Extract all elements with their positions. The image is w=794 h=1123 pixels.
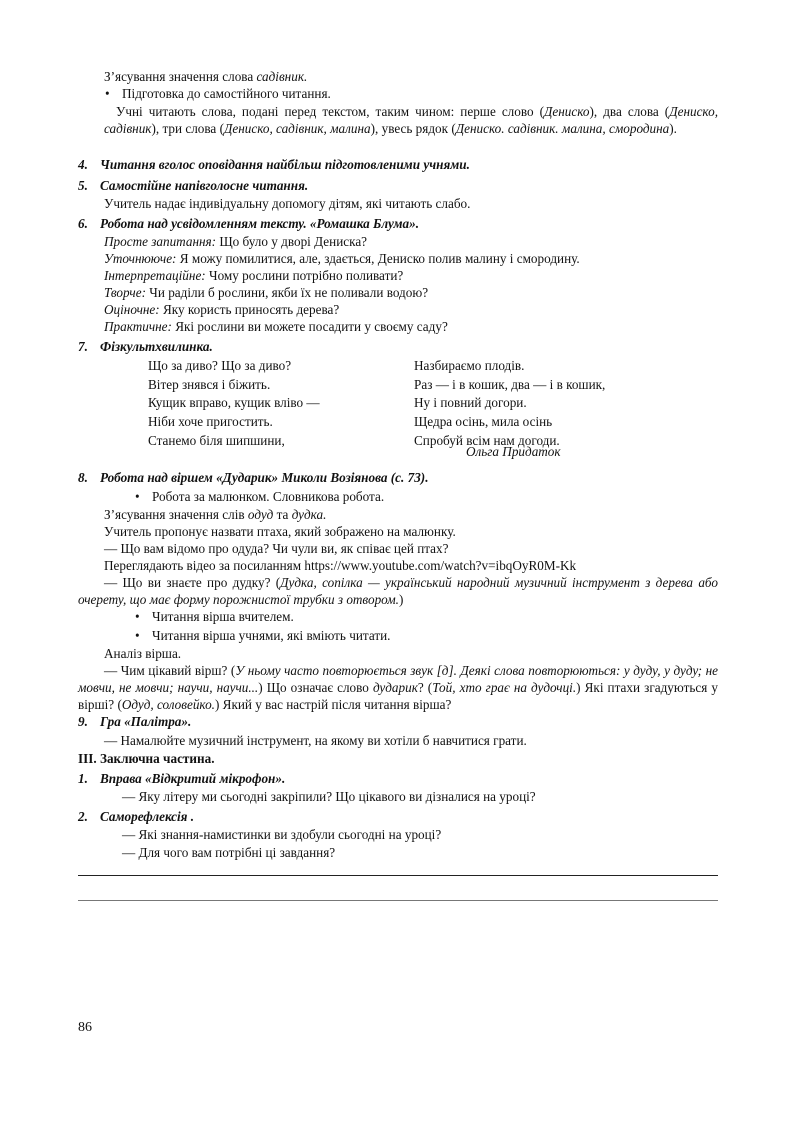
poem-author: Ольга Придаток bbox=[466, 444, 561, 459]
step-number: 5. bbox=[78, 178, 88, 193]
step-7-heading bbox=[78, 338, 718, 355]
step-8-heading bbox=[78, 469, 718, 486]
poem-line: Назбираємо плодів. bbox=[414, 358, 525, 373]
text: ). bbox=[669, 121, 677, 136]
bloom-question-2 bbox=[104, 250, 718, 267]
poem-line: Ну і повний догори. bbox=[414, 395, 527, 411]
question-text: Чи раділи б рослини, якби їх не поливали водою? bbox=[145, 285, 429, 300]
bullet-item: • Підготовка до самостійного читання. bbox=[122, 85, 762, 102]
step-9-body: — Намалюйте музичний інструмент, на якому ви хотіли б навчитися грати. bbox=[104, 733, 527, 748]
step-title: Самостійне напівголосне читання. bbox=[100, 178, 309, 193]
term: дударик bbox=[372, 680, 418, 695]
text: та bbox=[273, 507, 292, 522]
text: — Чим цікавий вірш? ( bbox=[104, 663, 236, 678]
question-type: Практичне: bbox=[104, 319, 172, 334]
step-5-heading bbox=[78, 177, 718, 194]
text: З’ясування значення слова bbox=[104, 69, 257, 84]
question-text: Я можу помилитися, але, здається, Дениско полив малину і смородину. bbox=[176, 251, 580, 266]
step-number: 1. bbox=[78, 771, 88, 786]
section-heading: ІІІ. Заключна частина. bbox=[78, 751, 215, 766]
question-text: Чому рослини потрібно поливати? bbox=[205, 268, 404, 283]
step-number: 9. bbox=[78, 714, 88, 729]
bloom-question-5 bbox=[104, 301, 718, 318]
poem-line: Станемо біля шипшини, bbox=[148, 432, 285, 448]
text: ) Який у вас настрій після читання вірша? bbox=[214, 697, 452, 712]
text-line: Учитель пропонує назвати птаха, який зображено на малюнку. bbox=[104, 524, 456, 539]
text: ), три слова ( bbox=[151, 121, 224, 136]
writing-line bbox=[78, 875, 718, 876]
bullet-item: • Читання вірша вчителем. bbox=[152, 608, 792, 625]
reading-instructions bbox=[104, 103, 718, 137]
step-number: 8. bbox=[78, 470, 88, 485]
vocabulary-line bbox=[104, 68, 718, 85]
final-item-2-body-2: — Для чого вам потрібні ці завдання? bbox=[122, 845, 336, 860]
step-title: Робота над усвідомленням тексту. «Ромашка Блума». bbox=[100, 216, 420, 231]
text: — Що ви знаєте про дудку? ( bbox=[104, 575, 281, 590]
step-title: Читання вголос оповідання найбільш підготовленими учнями. bbox=[100, 157, 470, 172]
poem-line: Раз — і в кошик, два — і в кошик, bbox=[414, 376, 606, 392]
answer: Дудка, сопілка — український народний музичний інструмент з дерева або очерету, що має форму порожнистої трубки з отвором. bbox=[78, 575, 718, 607]
step-6-heading bbox=[78, 215, 718, 232]
step-title: Вправа «Відкритий мікрофон». bbox=[100, 771, 286, 786]
question-type: Просте запитання: bbox=[104, 234, 217, 249]
text: ) bbox=[398, 592, 404, 607]
poem-left-column bbox=[148, 357, 320, 450]
final-item-2-body-1: — Які знання-намистинки ви здобули сьогодні на уроці? bbox=[122, 827, 442, 842]
question-line: — Що вам відомо про одуда? Чи чули ви, як співає цей птах? bbox=[104, 541, 449, 556]
bloom-question-6 bbox=[104, 318, 718, 335]
poem-line: Кущик вправо, кущик вліво — bbox=[148, 395, 320, 411]
final-item-2-heading bbox=[78, 808, 718, 825]
word: Дениско, садівник bbox=[104, 104, 718, 136]
poem-line: Щедра осінь, мила осінь bbox=[414, 414, 553, 430]
text: ), два слова ( bbox=[589, 104, 670, 119]
poem-analysis bbox=[78, 662, 718, 713]
text-line: Аналіз вірша. bbox=[104, 646, 182, 661]
text: ? ( bbox=[417, 680, 433, 695]
question-text: Що було у дворі Дениска? bbox=[216, 234, 368, 249]
word: Дениско, садівник, малина bbox=[223, 121, 371, 136]
question-text: Які рослини ви можете посадити у своєму саду? bbox=[171, 319, 448, 334]
step-title: Саморефлексія . bbox=[100, 809, 195, 824]
word: Дениско. садівник. малина, смородина bbox=[455, 121, 670, 136]
poem-line: Що за диво? Що за диво? bbox=[148, 358, 292, 373]
step-number: 2. bbox=[78, 809, 88, 824]
video-link-line: Переглядають відео за посиланням https://www.youtube.com/watch?v=ibqOyR0M-Kk bbox=[104, 558, 577, 573]
bloom-question-1 bbox=[104, 233, 718, 250]
question-answer bbox=[78, 574, 718, 608]
poem-line: Вітер знявся і біжить. bbox=[148, 376, 271, 392]
term: садівник. bbox=[256, 69, 308, 84]
question-type: Уточнююче: bbox=[104, 251, 177, 266]
poem-line: Спробуй всім нам догоди. bbox=[414, 432, 560, 448]
question-text: Яку користь приносять дерева? bbox=[159, 302, 340, 317]
bullet-item: • Робота за малюнком. Словникова робота. bbox=[152, 488, 792, 505]
final-item-1-heading bbox=[78, 770, 718, 787]
bloom-question-3 bbox=[104, 267, 718, 284]
bullet-item: • Читання вірша учнями, які вміють читати. bbox=[152, 627, 792, 644]
step-5-body: Учитель надає індивідуальну допомогу дітям, які читають слабо. bbox=[104, 196, 471, 211]
text: Учні читають слова, подані перед текстом, таким чином: перше слово ( bbox=[116, 104, 544, 119]
step-title: Гра «Палітра». bbox=[100, 714, 192, 729]
step-9-heading bbox=[78, 713, 718, 730]
writing-line bbox=[78, 900, 718, 901]
step-title: Робота над віршем «Дударик» Миколи Возіянова (с. 73). bbox=[100, 470, 429, 485]
text: З’ясування значення слів bbox=[104, 507, 248, 522]
poem-right-column bbox=[414, 357, 605, 450]
step-4-heading bbox=[78, 156, 718, 173]
bloom-question-4 bbox=[104, 284, 718, 301]
page-number: 86 bbox=[78, 1020, 92, 1035]
answer: Той, хто грає на дудочці. bbox=[432, 680, 577, 695]
word: Дениско bbox=[544, 104, 590, 119]
text: ), увесь рядок ( bbox=[370, 121, 456, 136]
poem-line: Ніби хоче пригостить. bbox=[148, 414, 273, 430]
step-number: 4. bbox=[78, 157, 88, 172]
vocabulary-line bbox=[104, 506, 718, 523]
term: дудка. bbox=[291, 507, 327, 522]
answer: У ньому часто повторюється звук [д]. Деякі слова повторюються: у дуду, у дуду; не мовчи, не мовчи; научи, научи... bbox=[78, 663, 718, 695]
answer: Одуд, соловейко. bbox=[121, 697, 215, 712]
final-item-1-body: — Яку літеру ми сьогодні закріпили? Що цікавого ви дізналися на уроці? bbox=[122, 789, 536, 804]
text: ) Які птахи згадуються у вірші? ( bbox=[78, 680, 718, 712]
term: одуд bbox=[247, 507, 274, 522]
step-title: Фізкультхвилинка. bbox=[100, 339, 213, 354]
text: ) Що означає слово bbox=[258, 680, 373, 695]
step-number: 7. bbox=[78, 339, 88, 354]
question-type: Оціночне: bbox=[104, 302, 160, 317]
question-type: Інтерпретаційне: bbox=[104, 268, 206, 283]
question-type: Творче: bbox=[104, 285, 146, 300]
step-number: 6. bbox=[78, 216, 88, 231]
